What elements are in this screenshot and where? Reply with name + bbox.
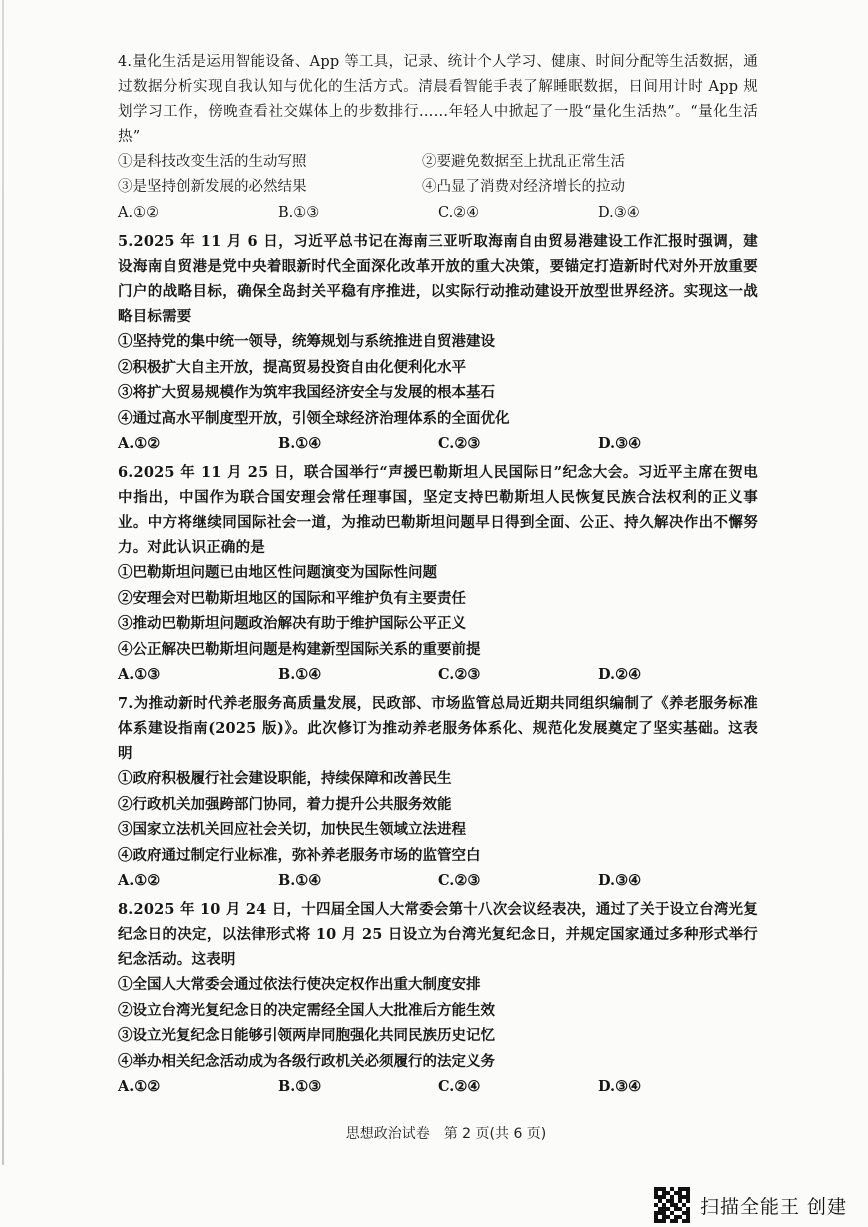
watermark-text: 扫描全能王 创建 bbox=[700, 1195, 848, 1218]
scanner-watermark bbox=[654, 1183, 847, 1227]
statement: ③设立光复纪念日能够引领两岸同胞强化共同民族历史记忆 bbox=[118, 1027, 495, 1044]
question-stem: 8.2025 年 10 月 24 日，十四届全国人大常委会第十八次会议经表决，通过了关于设立台湾光复纪念日的决定，以法律形式将 10 月 25 日设立为台湾光复纪念日，并规定国家通过多种形式举行纪念活动。这表明 bbox=[118, 901, 758, 968]
statement: ④政府通过制定行业标准，弥补养老服务市场的监管空白 bbox=[118, 846, 481, 864]
question-7 bbox=[118, 691, 758, 894]
choice-c: C.②④ bbox=[438, 1078, 481, 1095]
page-footer: 思想政治试卷 第 2 页(共 6 页) bbox=[345, 1126, 547, 1142]
question-8 bbox=[118, 897, 758, 1100]
answer-choices bbox=[118, 868, 758, 894]
choice-d: D.③④ bbox=[598, 435, 642, 452]
choice-b: B.①④ bbox=[278, 666, 322, 683]
choice-d: D.③④ bbox=[598, 872, 642, 889]
question-stem: 4.量化生活是运用智能设备、App 等工具，记录、统计个人学习、健康、时间分配等生活数据，通过数据分析实现自我认知与优化的生活方式。清晨看智能手表了解睡眠数据，日间用计时 App 规划学习工作，傍晚查看社交媒体上的步数排行……年轻人中掀起了一股“量化生活热”。“量化生活热” bbox=[118, 54, 758, 145]
statement: ③国家立法机关回应社会关切，加快民生领域立法进程 bbox=[118, 821, 466, 838]
answer-choices bbox=[118, 1074, 758, 1100]
choice-c: C.②③ bbox=[438, 435, 481, 452]
qr-code-icon bbox=[654, 1187, 690, 1223]
choice-a: A.①② bbox=[118, 435, 161, 452]
statement: ④凸显了消费对经济增长的拉动 bbox=[422, 179, 625, 195]
choice-c: C.②④ bbox=[438, 205, 480, 221]
statement: ④通过高水平制度型开放，引领全球经济治理体系的全面优化 bbox=[118, 409, 510, 427]
exam-page bbox=[118, 50, 758, 1103]
statement: ③推动巴勒斯坦问题政治解决有助于维护国际公平正义 bbox=[118, 615, 466, 632]
choice-c: C.②③ bbox=[438, 666, 481, 683]
statement: ①是科技改变生活的生动写照 bbox=[118, 154, 307, 170]
choice-a: A.①② bbox=[118, 205, 160, 221]
statement: ①巴勒斯坦问题已由地区性问题演变为国际性问题 bbox=[118, 564, 437, 581]
choice-c: C.②③ bbox=[438, 872, 481, 889]
question-6 bbox=[118, 460, 758, 688]
statement: ②积极扩大自主开放，提高贸易投资自由化便利化水平 bbox=[118, 358, 466, 376]
choice-b: B.①③ bbox=[278, 1078, 322, 1095]
choice-b: B.①④ bbox=[278, 872, 322, 889]
choice-b: B.①③ bbox=[278, 205, 320, 221]
question-stem: 7.为推动新时代养老服务高质量发展，民政部、市场监管总局近期共同组织编制了《养老服务标准体系建设指南(2025 版)》。此次修订为推动养老服务体系化、规范化发展奠定了坚实基础。这表明 bbox=[118, 695, 758, 762]
answer-choices bbox=[118, 662, 758, 688]
choice-d: D.③④ bbox=[598, 1078, 642, 1095]
choice-d: D.③④ bbox=[598, 205, 640, 221]
question-stem: 5.2025 年 11 月 6 日，习近平总书记在海南三亚听取海南自由贸易港建设工作汇报时强调，建设海南自贸港是党中央着眼新时代全面深化改革开放的重大决策，要锚定打造新时代对外开放重要门户的战略目标，确保全岛封关平稳有序推进，以实际行动推动建设开放型世界经济。实现这一战略目标需要 bbox=[118, 233, 758, 325]
statement: ①政府积极履行社会建设职能，持续保障和改善民生 bbox=[118, 770, 452, 787]
question-4 bbox=[118, 50, 758, 226]
page-edge bbox=[2, 0, 4, 1165]
choice-a: A.①② bbox=[118, 1078, 161, 1095]
choice-b: B.①④ bbox=[278, 435, 322, 452]
statement: ②要避免数据至上扰乱正常生活 bbox=[422, 154, 625, 170]
statement: ④举办相关纪念活动成为各级行政机关必须履行的法定义务 bbox=[118, 1052, 495, 1070]
choice-a: A.①③ bbox=[118, 666, 161, 683]
statement: ②行政机关加强跨部门协同，着力提升公共服务效能 bbox=[118, 795, 452, 813]
answer-choices bbox=[118, 431, 758, 457]
statement: ①坚持党的集中统一领导，统筹规划与系统推进自贸港建设 bbox=[118, 333, 495, 350]
question-5 bbox=[118, 229, 758, 457]
statement: ③是坚持创新发展的必然结果 bbox=[118, 179, 307, 195]
choice-d: D.②④ bbox=[598, 666, 642, 683]
statement: ③将扩大贸易规模作为筑牢我国经济安全与发展的根本基石 bbox=[118, 384, 495, 401]
statement: ②安理会对巴勒斯坦地区的国际和平维护负有主要责任 bbox=[118, 589, 466, 607]
statement-grid bbox=[118, 150, 758, 200]
statement: ④公正解决巴勒斯坦问题是构建新型国际关系的重要前提 bbox=[118, 640, 481, 658]
answer-choices bbox=[118, 200, 758, 226]
statement: ②设立台湾光复纪念日的决定需经全国人大批准后方能生效 bbox=[118, 1001, 495, 1019]
statement: ①全国人大常委会通过依法行使决定权作出重大制度安排 bbox=[118, 976, 481, 993]
choice-a: A.①② bbox=[118, 872, 161, 889]
question-stem: 6.2025 年 11 月 25 日，联合国举行“声援巴勒斯坦人民国际日”纪念大会。习近平主席在贺电中指出，中国作为联合国安理会常任理事国，坚定支持巴勒斯坦人民恢复民族合法权利的正义事业。中方将继续同国际社会一道，为推动巴勒斯坦问题早日得到全面、公正、持久解决作出不懈努力。对此认识正确的是 bbox=[118, 464, 758, 556]
